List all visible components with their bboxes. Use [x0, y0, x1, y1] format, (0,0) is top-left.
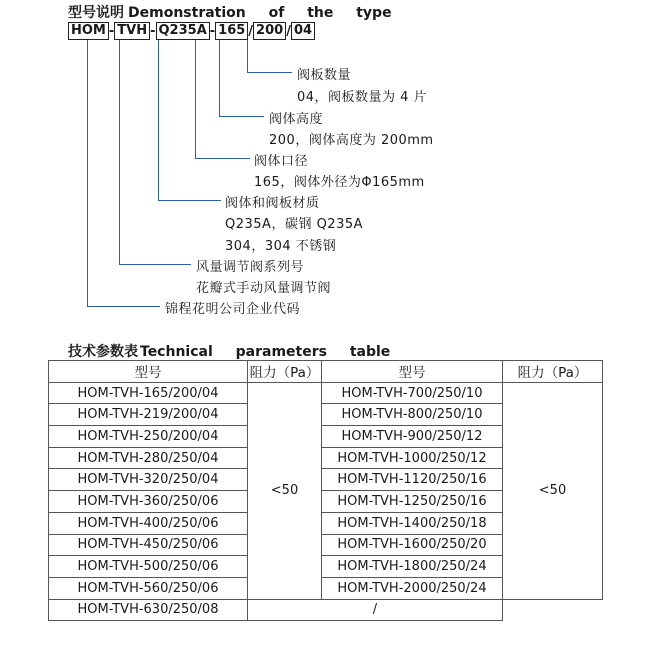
table-row — [49, 599, 603, 621]
code-segment-blades: 04 — [291, 22, 315, 40]
header-resistance-right: 阻力（Pa） — [503, 361, 603, 383]
right-empty-cell: / — [248, 599, 503, 621]
left-model-cell: HOM-TVH-320/250/04 — [49, 469, 248, 491]
left-model-cell: HOM-TVH-450/250/06 — [49, 534, 248, 556]
right-model-cell: HOM-TVH-1600/250/20 — [322, 534, 503, 556]
code-segment-height: 200 — [253, 22, 286, 40]
left-model-cell: HOM-TVH-560/250/06 — [49, 577, 248, 599]
type-demo-title-cn: 型号说明 — [68, 5, 124, 21]
code-segment-material: Q235A — [156, 22, 210, 40]
leader-line-height-h — [219, 116, 264, 117]
table-title — [68, 341, 390, 361]
leader-line-diameter-h — [195, 158, 250, 159]
code-separator: / — [286, 23, 291, 39]
code-segment-company: HOM — [68, 22, 109, 40]
table-title-en: Technical parameters table — [140, 344, 391, 360]
legend-height-detail: 200，阀体高度为 200mm — [269, 133, 434, 148]
left-model-cell: HOM-TVH-400/250/06 — [49, 512, 248, 534]
left-model-cell: HOM-TVH-500/250/06 — [49, 556, 248, 578]
table-header-row — [49, 361, 603, 383]
legend-diameter-label: 阀体口径 — [254, 154, 309, 169]
legend-material-detail-2: 304，304 不锈钢 — [225, 239, 337, 254]
left-model-cell: HOM-TVH-280/250/04 — [49, 447, 248, 469]
right-model-cell: HOM-TVH-900/250/12 — [322, 426, 503, 448]
parameters-table — [48, 360, 603, 621]
right-model-cell: HOM-TVH-700/250/10 — [322, 382, 503, 404]
code-separator: - — [150, 23, 156, 39]
right-model-cell: HOM-TVH-1120/250/16 — [322, 469, 503, 491]
right-model-cell: HOM-TVH-1000/250/12 — [322, 447, 503, 469]
legend-series-detail: 花瓣式手动风量调节阀 — [196, 281, 332, 296]
right-model-cell: HOM-TVH-1250/250/16 — [322, 491, 503, 513]
code-segment-series: TVH — [114, 22, 150, 40]
legend-diameter-detail: 165，阀体外径为Φ165mm — [254, 175, 425, 190]
header-resistance-left: 阻力（Pa） — [248, 361, 322, 383]
leader-line-company — [87, 40, 88, 306]
leader-line-series — [119, 40, 120, 264]
leader-line-height — [219, 40, 220, 116]
legend-material-detail-1: Q235A，碳钢 Q235A — [225, 217, 364, 232]
leader-line-blades — [247, 40, 248, 72]
right-model-cell: HOM-TVH-1400/250/18 — [322, 512, 503, 534]
legend-series-label: 风量调节阀系列号 — [196, 260, 305, 275]
leader-line-material — [158, 40, 159, 200]
header-model-right: 型号 — [322, 361, 503, 383]
right-resistance-cell: <50 — [503, 382, 603, 599]
legend-blades-detail: 04，阀板数量为 4 片 — [297, 90, 428, 105]
left-model-cell: HOM-TVH-630/250/08 — [49, 599, 248, 621]
left-model-cell: HOM-TVH-165/200/04 — [49, 382, 248, 404]
code-separator: - — [209, 23, 216, 39]
code-segment-diameter: 165 — [215, 22, 248, 40]
model-code — [68, 22, 315, 40]
type-demo-title-en: Demonstration of the type — [128, 5, 392, 21]
leader-line-company-h — [87, 306, 160, 307]
left-model-cell: HOM-TVH-250/200/04 — [49, 426, 248, 448]
leader-line-series-h — [119, 264, 191, 265]
legend-company-label: 锦程花明公司企业代码 — [165, 302, 301, 317]
header-model-left: 型号 — [49, 361, 248, 383]
legend-height-label: 阀体高度 — [269, 112, 324, 127]
left-model-cell: HOM-TVH-360/250/06 — [49, 491, 248, 513]
right-model-cell: HOM-TVH-2000/250/24 — [322, 577, 503, 599]
legend-blades-label: 阀板数量 — [297, 68, 352, 83]
leader-line-blades-h — [247, 72, 292, 73]
legend-material-label: 阀体和阀板材质 — [225, 196, 320, 211]
right-model-cell: HOM-TVH-800/250/10 — [322, 404, 503, 426]
table-title-cn: 技术参数表 — [68, 344, 138, 360]
left-model-cell: HOM-TVH-219/200/04 — [49, 404, 248, 426]
left-resistance-cell: <50 — [248, 382, 322, 599]
type-demo-title — [68, 2, 392, 22]
table-row — [49, 382, 603, 404]
leader-line-diameter — [195, 40, 196, 158]
code-separator: - — [108, 23, 115, 39]
right-model-cell: HOM-TVH-1800/250/24 — [322, 556, 503, 578]
leader-line-material-h — [158, 200, 221, 201]
code-separator: / — [248, 23, 254, 39]
